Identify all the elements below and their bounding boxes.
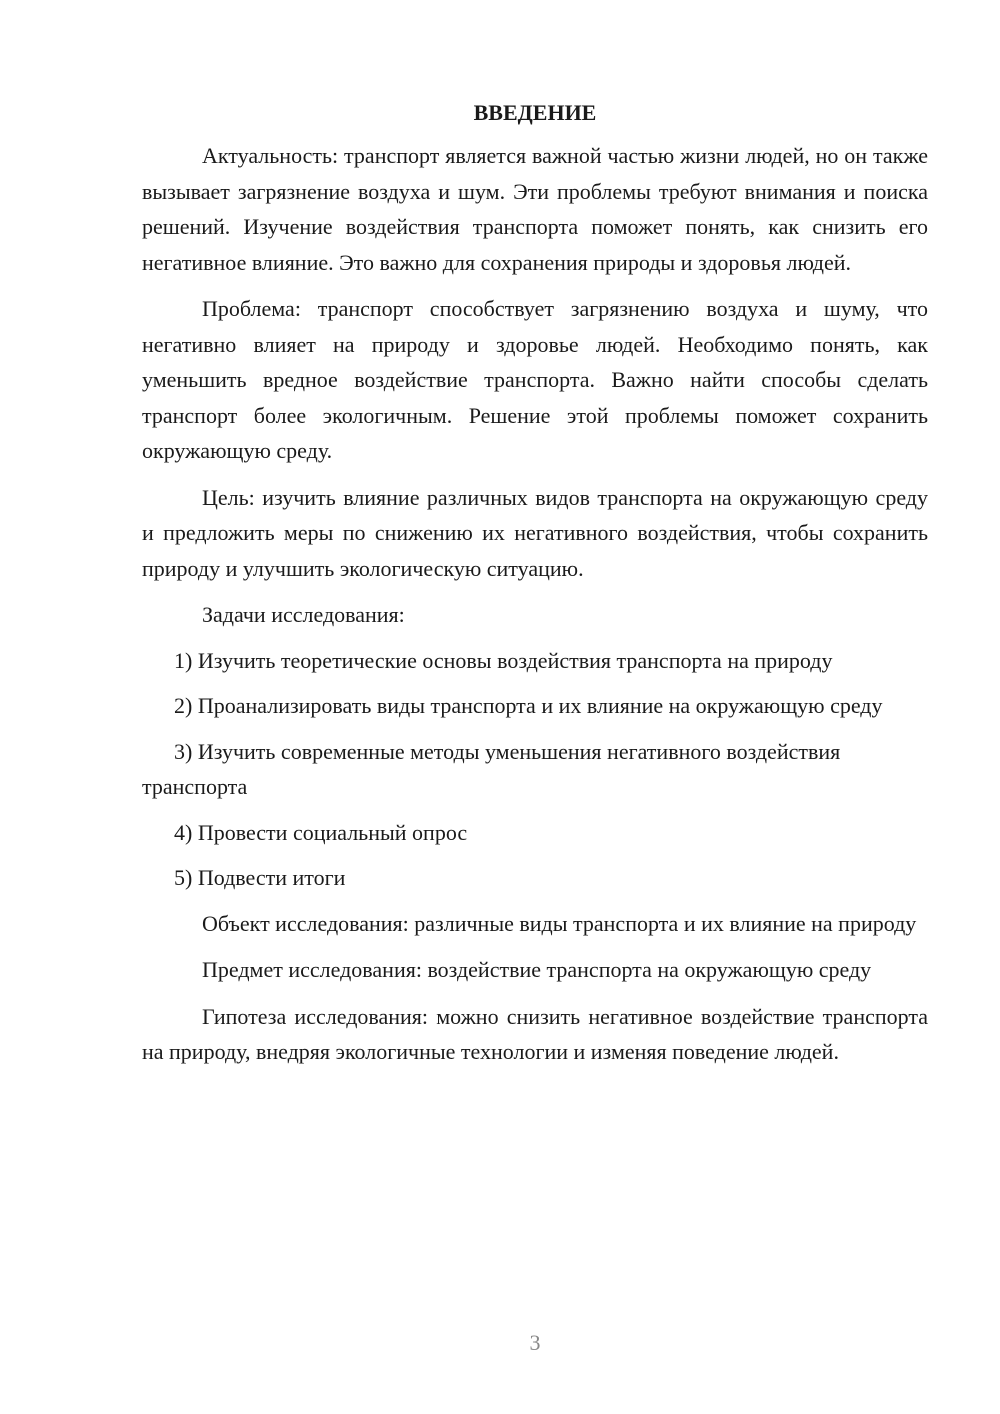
paragraph-problem: Проблема: транспорт способствует загрязнению воздуха и шуму, что негативно влияет на природу и здоровье людей. Необходимо понять, как уменьшить вредное воздействие транспорта. Важно найти способы сделать транспорт более экологичным. Решение этой проблемы поможет сохранить окружающую среду.: [142, 296, 928, 463]
paragraph-object: Объект исследования: различные виды транспорта и их влияние на природу: [202, 910, 917, 936]
paragraph-relevance: Актуальность: транспорт является важной частью жизни людей, но он также вызывает загрязнение воздуха и шум. Эти проблемы требуют внимания и поиска решений. Изучение воздействия транспорта поможет понять, как снизить его негативное влияние. Это важно для сохранения природы и здоровья людей.: [142, 143, 928, 275]
page-number: 3: [529, 1330, 541, 1355]
paragraph-hypothesis: Гипотеза исследования: можно снизить негативное воздействие транспорта на природу, внедряя экологичные технологии и изменяя поведение людей.: [142, 1003, 928, 1064]
task-item-2: 2) Проанализировать виды транспорта и их влияние на окружающую среду: [174, 693, 883, 718]
task-item-4: 4) Провести социальный опрос: [174, 819, 468, 845]
tasks-heading: Задачи исследования:: [202, 602, 405, 627]
document-page: [142, 95, 928, 1081]
section-title: ВВЕДЕНИЕ: [473, 100, 597, 125]
task-item-1: 1) Изучить теоретические основы воздействия транспорта на природу: [174, 647, 833, 673]
task-item-5: 5) Подвести итоги: [174, 865, 346, 890]
task-item-3: 3) Изучить современные методы уменьшения негативного воздействия транспорта: [142, 738, 841, 799]
paragraph-subject: Предмет исследования: воздействие транспорта на окружающую среду: [202, 957, 872, 982]
paragraph-goal: Цель: изучить влияние различных видов транспорта на окружающую среду и предложить меры по снижению их негативного воздействия, чтобы сохранить природу и улучшить экологическую ситуацию.: [142, 484, 928, 581]
